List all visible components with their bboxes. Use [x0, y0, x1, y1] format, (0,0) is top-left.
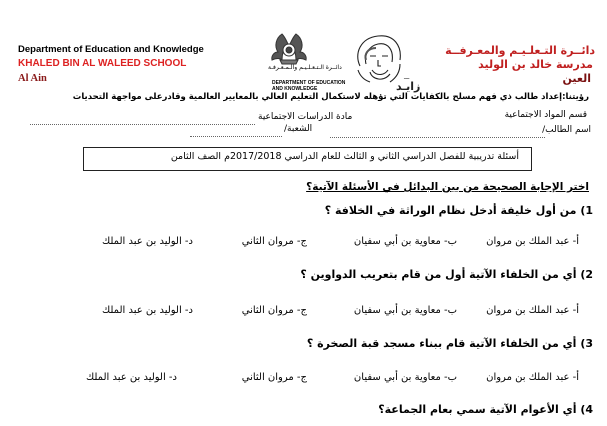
q1-option-b[interactable]: ب- معاوية بن أبي سفيان: [353, 236, 457, 247]
ministry-name-ar: دائــرة الـتـعـلـيـم والـمـعـرفـة: [268, 64, 342, 71]
ministry-name-en-line1: DEPARTMENT OF EDUCATION: [272, 80, 346, 86]
question-text: أي الأعوام الآتية سمي بعام الجماعة؟: [378, 403, 577, 416]
subject-dotted-line: [30, 124, 255, 125]
zayed-portrait-logo: [340, 30, 428, 94]
school-name-en: KHALED BIN AL WALEED SCHOOL: [18, 58, 187, 69]
city-name-en: Al Ain: [18, 73, 47, 84]
question-text: أي من الخلفاء الآتية أول من قام بتعريب الدواوين ؟: [300, 268, 577, 281]
zayed-logo-text: زايـد: [396, 80, 421, 93]
question-number: 3): [580, 337, 593, 350]
q3-option-c[interactable]: ج- مروان الثاني: [241, 372, 307, 383]
ministry-name-en-line2: AND KNOWLEDGE: [272, 86, 318, 92]
question-1: [325, 204, 593, 217]
q3-option-a[interactable]: أ- عبد الملك بن مروان: [486, 372, 579, 383]
section-label: الشعبة/: [284, 124, 313, 134]
question-number: 2): [580, 268, 593, 281]
q1-option-c[interactable]: ج- مروان الثاني: [241, 236, 307, 247]
q1-option-a[interactable]: أ- عبد الملك بن مروان: [486, 236, 579, 247]
section-dotted-line: [190, 136, 282, 137]
city-name-ar: العين: [562, 72, 591, 85]
department-label-ar: قسم المواد الاجتماعية: [504, 110, 587, 120]
question-3: [307, 337, 593, 350]
q3-option-b[interactable]: ب- معاوية بن أبي سفيان: [353, 372, 457, 383]
question-text: من أول خليفة أدخل نظام الوراثة في الخلافة ؟: [324, 204, 577, 217]
question-text: أي من الخلفاء الآتية قام ببناء مسجد قبة الصخرة ؟: [306, 337, 577, 350]
school-vision: رؤيتنا:إعداد طالب ذي فهم مسلح بالكفايات التي تؤهله لاستكمال التعليم العالي بالمعايير العالمية وقادرعلى مواجهة التحديات: [72, 92, 589, 102]
question-4: [378, 403, 593, 416]
instruction-text: اختر الإجابة الصحيحة من بين البدائل في الأسئلة الآتية؟: [306, 181, 589, 193]
q2-option-d[interactable]: د- الوليد بن عبد الملك: [101, 305, 193, 316]
q2-option-c[interactable]: ج- مروان الثاني: [241, 305, 307, 316]
exam-title-box: [83, 147, 532, 171]
question-number: 4): [580, 403, 593, 416]
department-name-en: Department of Education and Knowledge: [18, 44, 204, 55]
question-2: [300, 268, 593, 281]
q2-option-a[interactable]: أ- عبد الملك بن مروان: [486, 305, 579, 316]
exam-title: أسئلة تدريبية للفصل الدراسي الثاني و الثالث للعام الدراسي 2017/2018م الصف الثامن: [170, 151, 519, 162]
directorate-name-ar: دائــرة التـعلـيـم والمعـرفــة: [445, 44, 595, 57]
student-name-label: اسم الطالب/: [542, 125, 591, 135]
subject-label: مادة الدراسات الاجتماعية: [258, 112, 353, 122]
svg-text:ـــ: ـــ: [404, 74, 410, 81]
q1-option-d[interactable]: د- الوليد بن عبد الملك: [101, 236, 193, 247]
question-number: 1): [580, 204, 593, 217]
school-name-ar: مدرسة خالد بن الوليد: [478, 58, 593, 71]
student-name-dotted-line: [330, 137, 545, 138]
q2-option-b[interactable]: ب- معاوية بن أبي سفيان: [353, 305, 457, 316]
q3-option-d[interactable]: د- الوليد بن عبد الملك: [85, 372, 177, 383]
